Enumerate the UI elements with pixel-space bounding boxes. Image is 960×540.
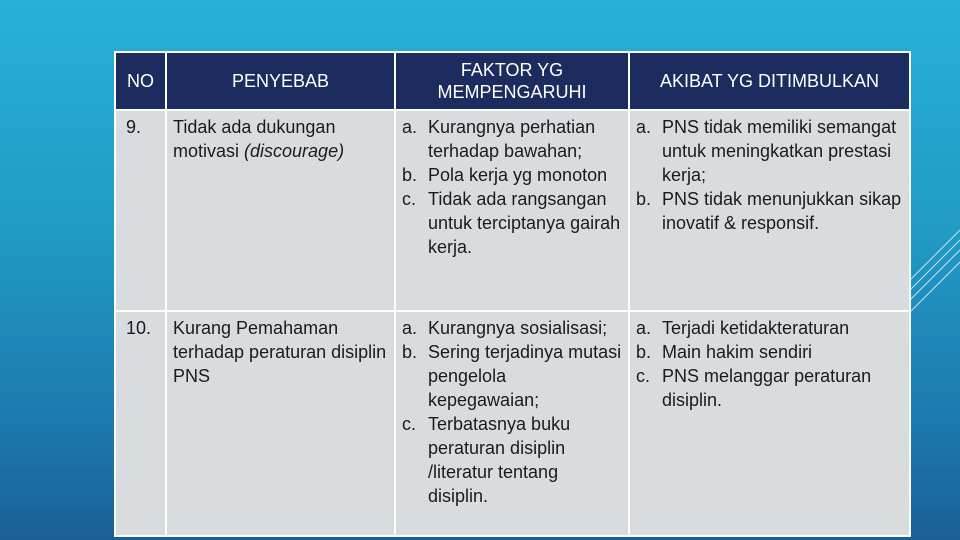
list-marker: b. [636,189,652,209]
cause-cell [166,110,395,311]
cause-cell [166,311,395,536]
list-item [636,316,903,340]
list-item [402,412,622,508]
list-marker: b. [402,165,418,185]
header-row [115,52,910,110]
list-text: Pola kerja yg monoton [428,165,608,185]
list-marker: c. [636,366,651,386]
header-cause: PENYEBAB [166,52,395,110]
list-text: Tidak ada rangsangan untuk terciptanya gairah kerja. [428,189,621,257]
list-text: Terbatasnya buku peraturan disiplin /literatur tentang disiplin. [428,414,571,506]
cause-emphasis: (discourage) [244,141,345,161]
effect-list [636,115,903,235]
list-marker: a. [402,318,418,338]
cause-text: Kurang Pemahaman terhadap peraturan disiplin PNS [173,318,387,386]
row-number: 10. [115,311,166,536]
list-marker: a. [636,117,652,137]
list-item [636,364,903,412]
factor-list [402,316,622,508]
list-item [636,115,903,187]
factor-list [402,115,622,259]
discipline-table [114,51,911,537]
list-item [402,187,622,259]
list-text: Sering terjadinya mutasi pengelola kepegawaian; [428,342,622,410]
list-item [636,340,903,364]
table-row [115,311,910,536]
list-marker: a. [402,117,418,137]
table-row [115,110,910,311]
list-marker: c. [402,189,417,209]
row-number: 9. [115,110,166,311]
effect-cell [629,110,910,311]
header-no: NO [115,52,166,110]
list-marker: b. [636,342,652,362]
list-text: PNS melanggar peraturan disiplin. [662,366,872,410]
list-item [402,340,622,412]
list-item [402,163,622,187]
effect-cell [629,311,910,536]
list-text: PNS tidak memiliki semangat untuk meningkatkan prestasi kerja; [662,117,897,185]
list-item [402,115,622,163]
factor-cell [395,311,629,536]
list-text: Main hakim sendiri [662,342,813,362]
list-item [636,187,903,235]
list-marker: b. [402,342,418,362]
header-factor: FAKTOR YG MEMPENGARUHI [395,52,629,110]
list-text: Terjadi ketidakteraturan [662,318,850,338]
effect-list [636,316,903,412]
list-text: Kurangnya perhatian terhadap bawahan; [428,117,596,161]
list-text: PNS tidak menunjukkan sikap inovatif & responsif. [662,189,902,233]
list-marker: a. [636,318,652,338]
cause-text: Tidak ada dukungan motivasi [173,117,336,161]
factor-cell [395,110,629,311]
list-item [402,316,622,340]
list-text: Kurangnya sosialisasi; [428,318,608,338]
list-marker: c. [402,414,417,434]
header-effect: AKIBAT YG DITIMBULKAN [629,52,910,110]
